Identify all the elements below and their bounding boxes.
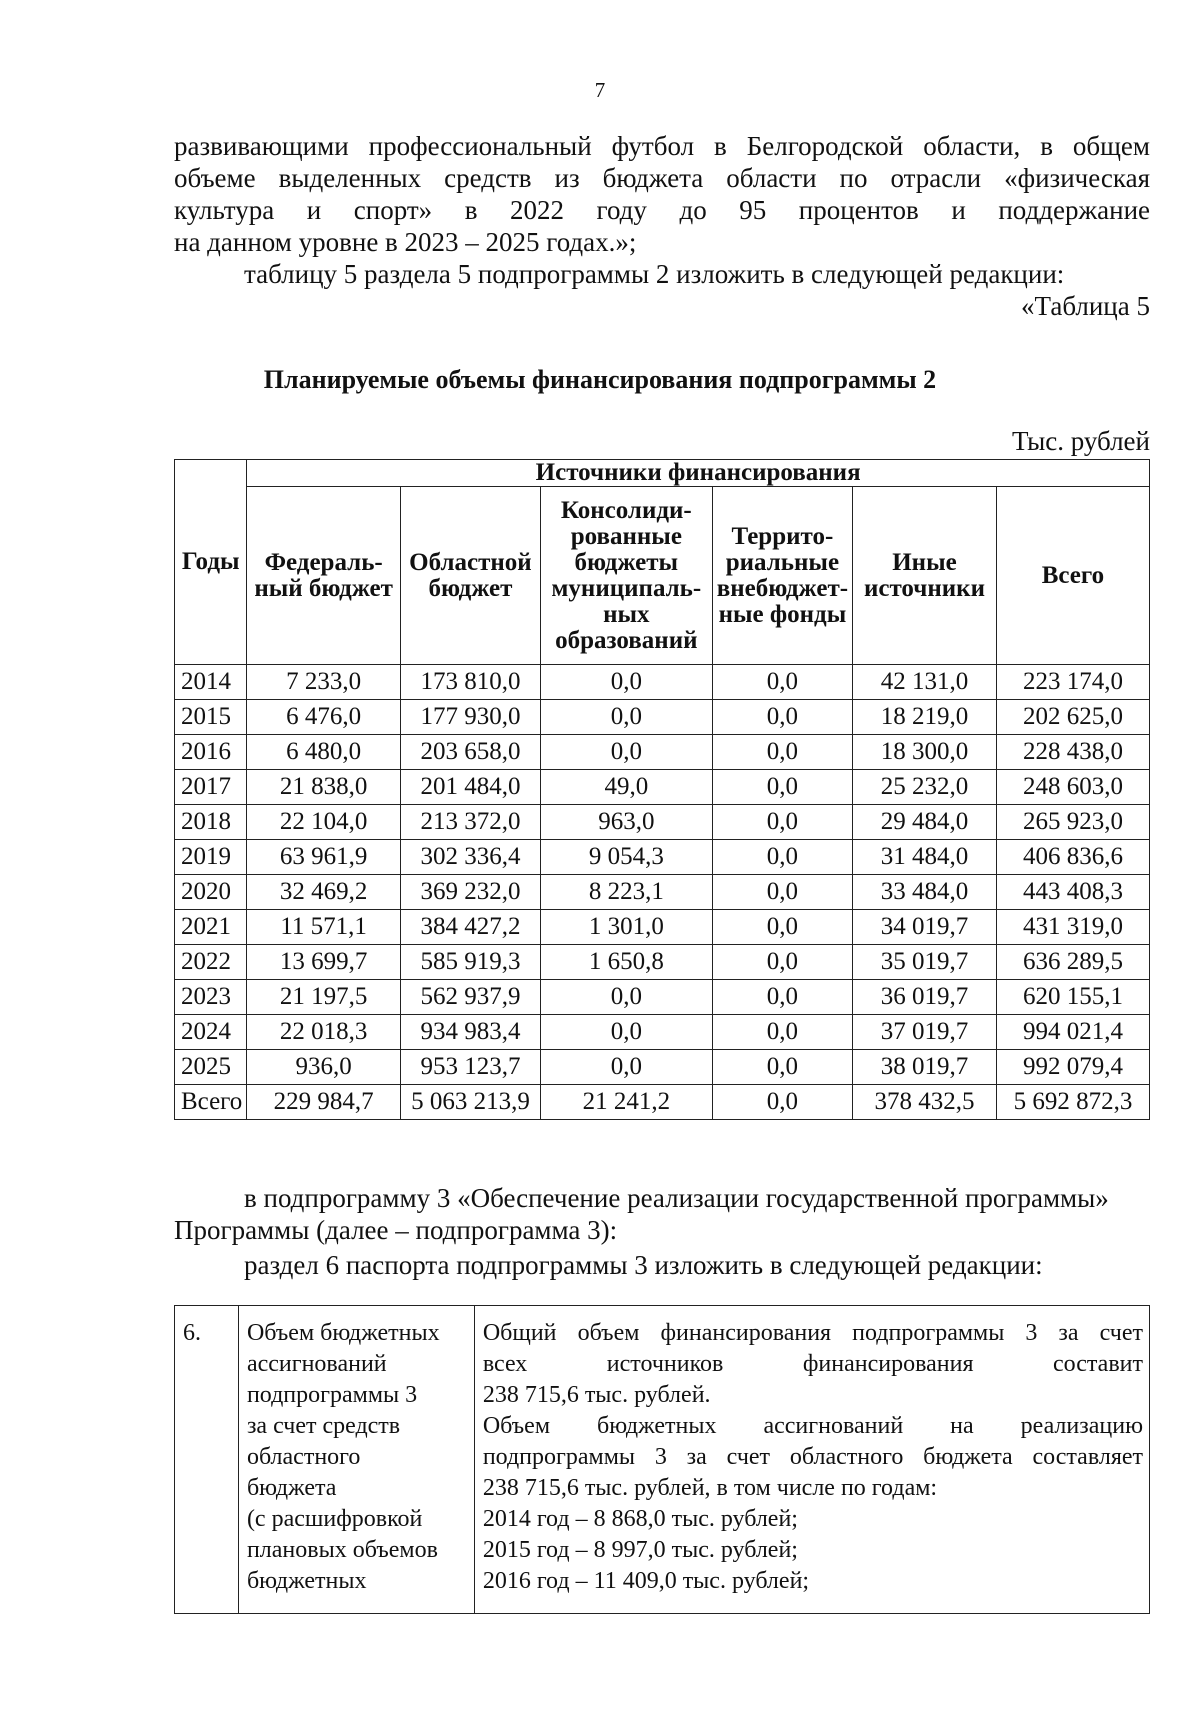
section-label-line: за счет средств	[246, 1413, 401, 1439]
section-content-line: 238 715,6 тыс. рублей, в том числе по годам:	[482, 1475, 938, 1501]
value-cell: 936,0	[247, 1050, 401, 1085]
section-label	[238, 1306, 474, 1614]
year-cell: 2018	[175, 805, 247, 840]
value-cell: 934 983,4	[401, 1015, 541, 1050]
section-content-line: 2015 год – 8 997,0 тыс. рублей;	[482, 1537, 798, 1563]
value-cell: 229 984,7	[247, 1085, 401, 1120]
value-cell: 21 197,5	[247, 980, 401, 1015]
value-cell: 25 232,0	[853, 770, 997, 805]
section-content-line: Общий объем финансирования подпрограммы 3 за счет	[482, 1320, 1143, 1346]
value-cell: 38 019,7	[853, 1050, 997, 1085]
value-cell: 5 692 872,3	[996, 1085, 1149, 1120]
value-cell: 35 019,7	[853, 945, 997, 980]
year-cell: 2015	[175, 700, 247, 735]
value-cell: 0,0	[712, 700, 852, 735]
value-cell: 0,0	[712, 945, 852, 980]
year-cell: 2017	[175, 770, 247, 805]
table-body	[175, 665, 1150, 1120]
section-label-line: областного	[246, 1444, 361, 1470]
value-cell: 0,0	[712, 910, 852, 945]
value-cell: 173 810,0	[401, 665, 541, 700]
value-cell: 11 571,1	[247, 910, 401, 945]
section-label-line: плановых объемов	[246, 1537, 438, 1563]
value-cell: 1 301,0	[540, 910, 712, 945]
value-cell: 248 603,0	[996, 770, 1149, 805]
header-territorial-funds: Террито- риальные внебюджет- ные фонды	[712, 487, 852, 665]
financing-table	[174, 459, 1150, 1120]
table-row	[175, 770, 1150, 805]
section-content-line: подпрограммы 3 за счет областного бюджета составляет	[482, 1444, 1143, 1470]
year-cell: 2020	[175, 875, 247, 910]
year-cell: Всего	[175, 1085, 247, 1120]
section-content	[474, 1306, 1149, 1614]
value-cell: 0,0	[540, 1015, 712, 1050]
value-cell: 620 155,1	[996, 980, 1149, 1015]
value-cell: 201 484,0	[401, 770, 541, 805]
section-label-line: подпрограммы 3	[246, 1382, 418, 1408]
header-federal: Федераль- ный бюджет	[247, 487, 401, 665]
value-cell: 6 476,0	[247, 700, 401, 735]
year-cell: 2021	[175, 910, 247, 945]
table-row	[175, 700, 1150, 735]
value-cell: 378 432,5	[853, 1085, 997, 1120]
value-cell: 0,0	[712, 1050, 852, 1085]
section6-table	[174, 1305, 1150, 1614]
header-total: Всего	[996, 487, 1149, 665]
header-years: Годы	[175, 460, 247, 665]
units-label: Тыс. рублей	[1011, 426, 1150, 456]
instruction-text: таблицу 5 раздела 5 подпрограммы 2 изложить в следующей редакции:	[244, 259, 1065, 289]
value-cell: 0,0	[540, 700, 712, 735]
value-cell: 29 484,0	[853, 805, 997, 840]
value-cell: 8 223,1	[540, 875, 712, 910]
header-municipal: Консолиди- рованные бюджеты муниципаль- ных образований	[540, 487, 712, 665]
value-cell: 585 919,3	[401, 945, 541, 980]
section-content-line: 2016 год – 11 409,0 тыс. рублей;	[482, 1568, 810, 1594]
value-cell: 406 836,6	[996, 840, 1149, 875]
table-row	[175, 805, 1150, 840]
value-cell: 384 427,2	[401, 910, 541, 945]
section-content-line: 238 715,6 тыс. рублей.	[482, 1382, 711, 1408]
value-cell: 0,0	[712, 735, 852, 770]
value-cell: 0,0	[712, 1015, 852, 1050]
value-cell: 6 480,0	[247, 735, 401, 770]
intro-line: на данном уровне в 2023 – 2025 годах.»;	[174, 227, 637, 257]
value-cell: 562 937,9	[401, 980, 541, 1015]
value-cell: 223 174,0	[996, 665, 1149, 700]
header-regional: Областной бюджет	[401, 487, 541, 665]
value-cell: 22 104,0	[247, 805, 401, 840]
section-number: 6.	[175, 1306, 239, 1614]
table-row	[175, 910, 1150, 945]
subprogram3-line: раздел 6 паспорта подпрограммы 3 изложить в следующей редакции:	[244, 1250, 1043, 1280]
value-cell: 42 131,0	[853, 665, 997, 700]
value-cell: 32 469,2	[247, 875, 401, 910]
section-label-line: Объем бюджетных	[246, 1320, 440, 1346]
value-cell: 0,0	[712, 1085, 852, 1120]
table-row	[175, 980, 1150, 1015]
value-cell: 1 650,8	[540, 945, 712, 980]
year-cell: 2019	[175, 840, 247, 875]
intro-line: объеме выделенных средств из бюджета области по отрасли «физическая	[174, 163, 1150, 193]
page-number: 7	[594, 78, 606, 102]
value-cell: 5 063 213,9	[401, 1085, 541, 1120]
value-cell: 228 438,0	[996, 735, 1149, 770]
year-cell: 2025	[175, 1050, 247, 1085]
value-cell: 0,0	[540, 735, 712, 770]
table-row	[175, 665, 1150, 700]
table-row	[175, 735, 1150, 770]
value-cell: 265 923,0	[996, 805, 1149, 840]
subprogram3-line: Программы (далее – подпрограмма 3):	[174, 1215, 618, 1245]
value-cell: 22 018,3	[247, 1015, 401, 1050]
year-cell: 2016	[175, 735, 247, 770]
value-cell: 7 233,0	[247, 665, 401, 700]
value-cell: 0,0	[712, 840, 852, 875]
value-cell: 177 930,0	[401, 700, 541, 735]
value-cell: 203 658,0	[401, 735, 541, 770]
value-cell: 49,0	[540, 770, 712, 805]
section-label-line: бюджетных	[246, 1568, 367, 1594]
table-row	[175, 945, 1150, 980]
value-cell: 0,0	[712, 770, 852, 805]
value-cell: 0,0	[540, 980, 712, 1015]
intro-line: развивающими профессиональный футбол в Белгородской области, в общем	[174, 131, 1150, 161]
value-cell: 13 699,7	[247, 945, 401, 980]
year-cell: 2023	[175, 980, 247, 1015]
table-row	[175, 1015, 1150, 1050]
section-content-line: Объем бюджетных ассигнований на реализацию	[482, 1413, 1143, 1439]
header-sources: Источники финансирования	[247, 460, 1150, 487]
value-cell: 0,0	[712, 980, 852, 1015]
section-label-line: бюджета	[246, 1475, 337, 1501]
value-cell: 0,0	[712, 665, 852, 700]
value-cell: 63 961,9	[247, 840, 401, 875]
value-cell: 302 336,4	[401, 840, 541, 875]
value-cell: 636 289,5	[996, 945, 1149, 980]
value-cell: 18 300,0	[853, 735, 997, 770]
section-label-line: ассигнований	[246, 1351, 387, 1377]
value-cell: 37 019,7	[853, 1015, 997, 1050]
value-cell: 31 484,0	[853, 840, 997, 875]
table-row	[175, 840, 1150, 875]
section-label-line: (с расшифровкой	[246, 1506, 423, 1532]
year-cell: 2024	[175, 1015, 247, 1050]
value-cell: 213 372,0	[401, 805, 541, 840]
section-content-line: 2014 год – 8 868,0 тыс. рублей;	[482, 1506, 798, 1532]
value-cell: 21 241,2	[540, 1085, 712, 1120]
table-row	[175, 1085, 1150, 1120]
value-cell: 18 219,0	[853, 700, 997, 735]
value-cell: 0,0	[540, 665, 712, 700]
value-cell: 202 625,0	[996, 700, 1149, 735]
value-cell: 0,0	[540, 1050, 712, 1085]
value-cell: 443 408,3	[996, 875, 1149, 910]
section-content-line: всех источников финансирования составит	[482, 1351, 1143, 1377]
subprogram3-line: в подпрограмму 3 «Обеспечение реализации государственной программы»	[244, 1183, 1109, 1213]
table-row	[175, 875, 1150, 910]
table-row	[175, 1050, 1150, 1085]
value-cell: 9 054,3	[540, 840, 712, 875]
value-cell: 994 021,4	[996, 1015, 1149, 1050]
year-cell: 2014	[175, 665, 247, 700]
value-cell: 0,0	[712, 805, 852, 840]
header-other: Иные источники	[853, 487, 997, 665]
value-cell: 963,0	[540, 805, 712, 840]
table-label: «Таблица 5	[1021, 291, 1150, 321]
value-cell: 369 232,0	[401, 875, 541, 910]
value-cell: 0,0	[712, 875, 852, 910]
value-cell: 33 484,0	[853, 875, 997, 910]
value-cell: 431 319,0	[996, 910, 1149, 945]
year-cell: 2022	[175, 945, 247, 980]
table-title: Планируемые объемы финансирования подпрограммы 2	[263, 365, 937, 394]
value-cell: 953 123,7	[401, 1050, 541, 1085]
value-cell: 36 019,7	[853, 980, 997, 1015]
value-cell: 21 838,0	[247, 770, 401, 805]
value-cell: 992 079,4	[996, 1050, 1149, 1085]
intro-line: культура и спорт» в 2022 году до 95 процентов и поддержание	[174, 195, 1150, 225]
value-cell: 34 019,7	[853, 910, 997, 945]
